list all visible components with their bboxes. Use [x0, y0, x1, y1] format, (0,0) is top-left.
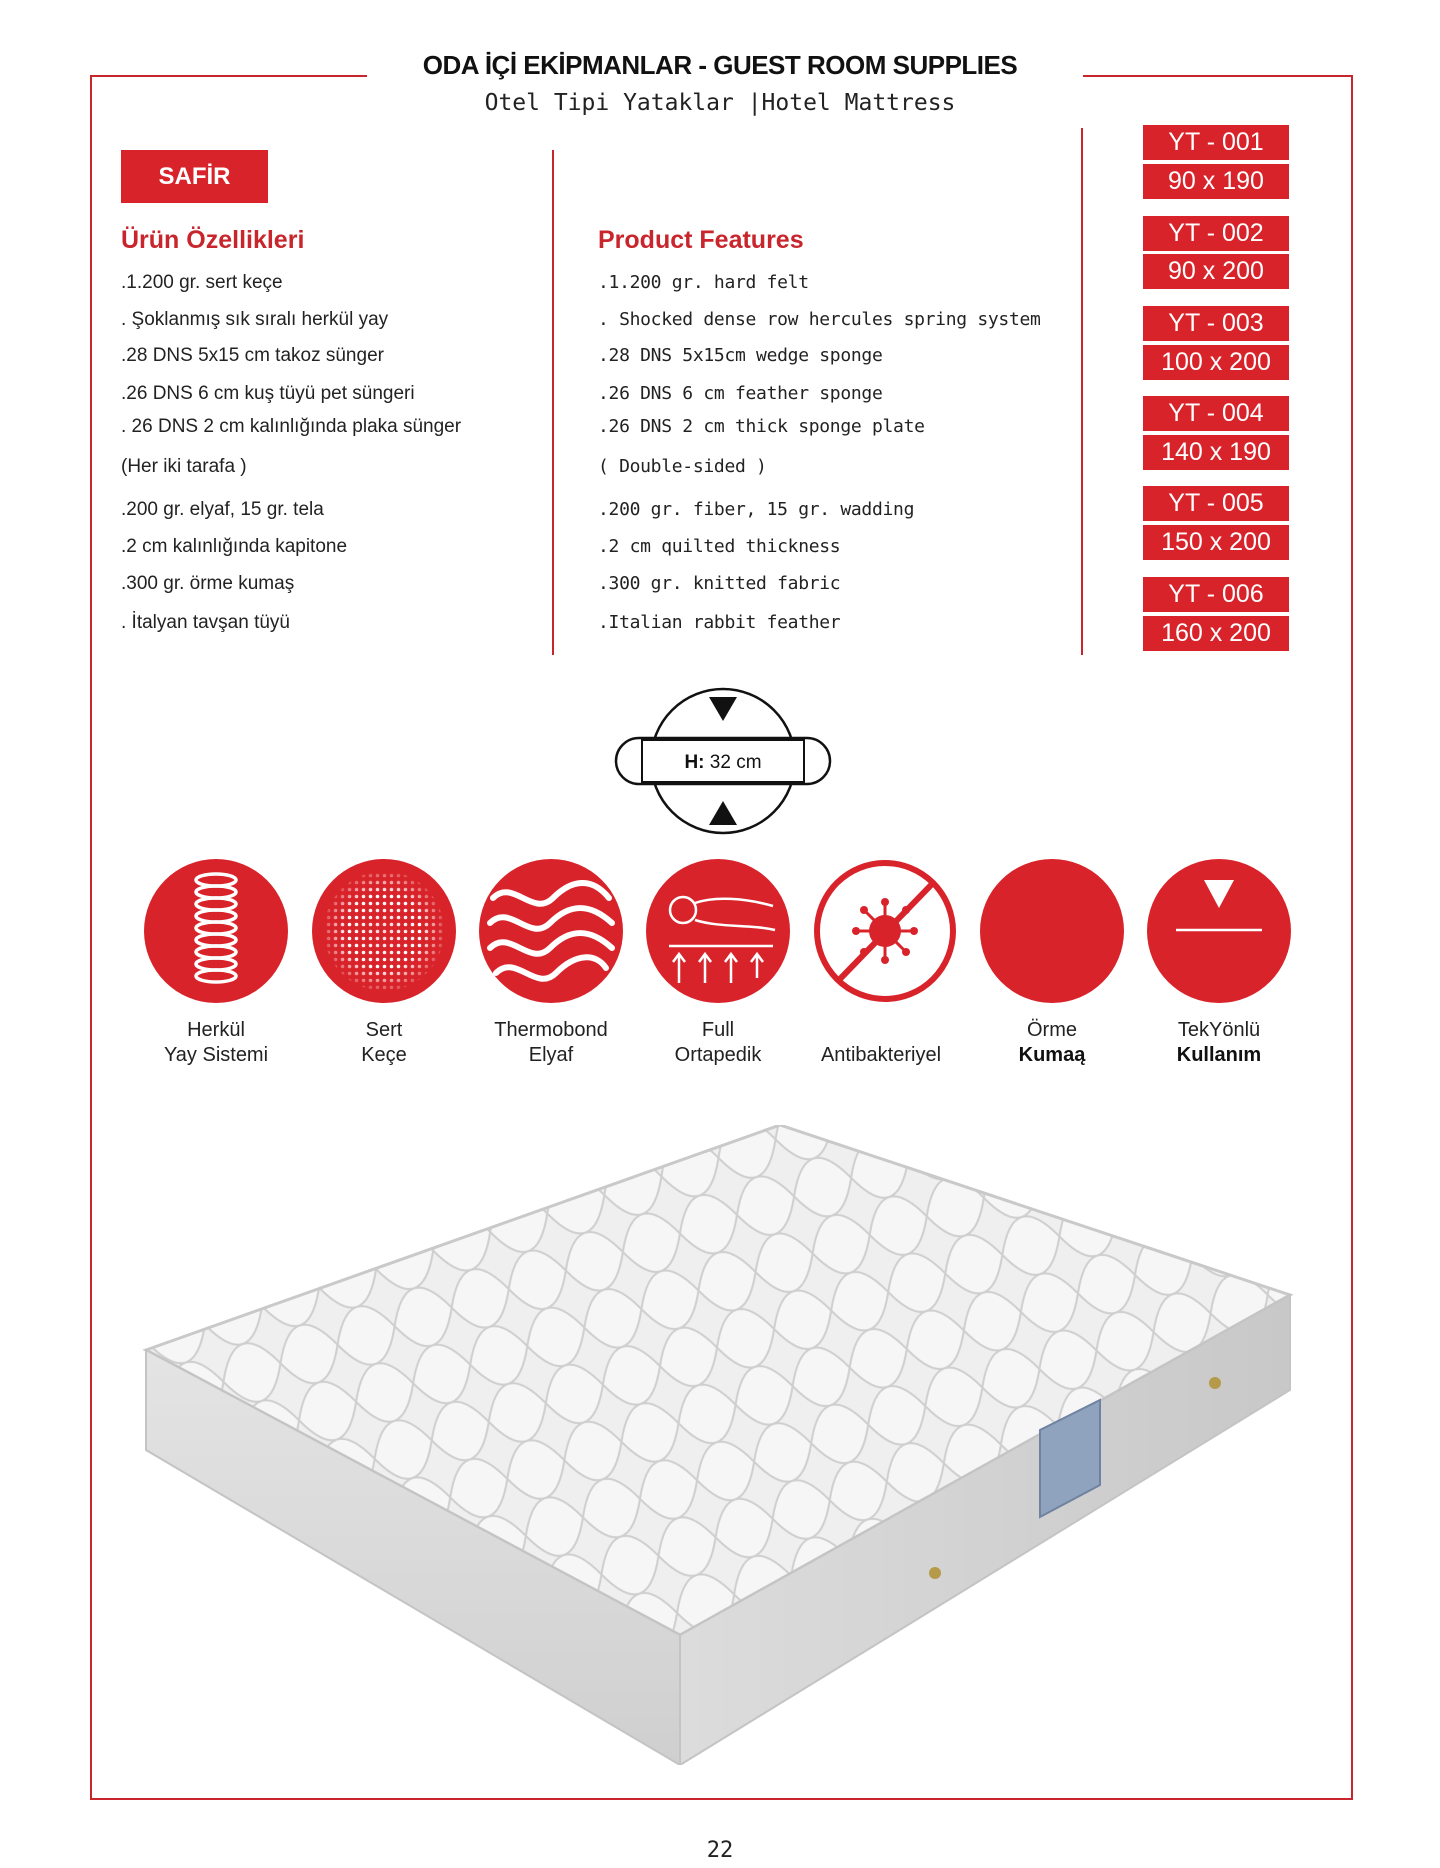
svg-text:H: 32 cm [684, 752, 761, 773]
list-item: . İtalyan tavşan tüyü [121, 612, 290, 633]
page-subtitle: Otel Tipi Yataklar |Hotel Mattress [484, 90, 956, 116]
orthopedic-body-icon [645, 858, 791, 1004]
list-item: .200 gr. elyaf, 15 gr. tela [121, 499, 324, 520]
variant-size: 100 x 200 [1143, 345, 1289, 380]
arrow-down-icon [709, 697, 737, 721]
felt-dots-icon [311, 858, 457, 1004]
list-item: .200 gr. fiber, 15 gr. wadding [598, 499, 915, 520]
list-item: .1.200 gr. sert keçe [121, 272, 283, 293]
list-item: .2 cm kalınlığında kapitone [121, 536, 348, 557]
list-item: .26 DNS 6 cm feather sponge [598, 383, 883, 404]
height-diagram [612, 683, 834, 839]
feature-label-fiber: Thermobond Elyaf [494, 1019, 608, 1066]
feature-label-one-sided: TekYönlü Kullanım [1176, 1019, 1262, 1066]
list-item: . 26 DNS 2 cm kalınlığında plaka sünger [121, 416, 462, 437]
variant-size: 140 x 190 [1143, 435, 1289, 470]
frame-left [90, 75, 92, 1800]
list-item: .300 gr. knitted fabric [598, 573, 841, 594]
column-divider-2 [1081, 128, 1083, 655]
variant-size: 90 x 190 [1143, 164, 1289, 199]
frame-bottom [90, 1798, 1353, 1800]
list-item: .1.200 gr. hard felt [598, 272, 809, 293]
list-item: .300 gr. örme kumaş [121, 573, 295, 594]
list-item: .28 DNS 5x15cm wedge sponge [598, 345, 883, 366]
fiber-waves-icon [478, 858, 624, 1004]
list-item: . Shocked dense row hercules spring system [598, 309, 1041, 330]
feature-label-knit: Örme Kumaą [1018, 1019, 1086, 1066]
list-item: .26 DNS 2 cm thick sponge plate [598, 416, 925, 437]
list-item: .2 cm quilted thickness [598, 536, 841, 557]
feature-label-felt: Sert Keçe [361, 1019, 407, 1066]
variant-size: 160 x 200 [1143, 616, 1289, 651]
variant-code: YT - 005 [1143, 486, 1289, 521]
antibacterial-icon [812, 858, 958, 1004]
features-en-list [598, 272, 1068, 652]
list-item: ( Double-sided ) [598, 456, 767, 477]
list-item: .26 DNS 6 cm kuş tüyü pet süngeri [121, 383, 415, 404]
list-item: (Her iki tarafa ) [121, 456, 247, 477]
variant-code: YT - 003 [1143, 306, 1289, 341]
features-tr-heading: Ürün Özellikleri [121, 226, 305, 254]
height-value: 32 cm [709, 752, 762, 773]
list-item: . Şoklanmış sık sıralı herkül yay [121, 309, 389, 330]
knit-fabric-icon [979, 858, 1125, 1004]
mattress-image [140, 1125, 1300, 1765]
list-item: .28 DNS 5x15 cm takoz sünger [121, 345, 384, 366]
column-divider-1 [552, 150, 554, 655]
spring-coil-icon [143, 858, 289, 1004]
variant-code: YT - 001 [1143, 125, 1289, 160]
one-sided-icon [1146, 858, 1292, 1004]
variant-code: YT - 006 [1143, 577, 1289, 612]
feature-label-antibacterial: Antibakteriyel [820, 1044, 942, 1066]
variant-code: YT - 002 [1143, 216, 1289, 251]
features-tr-list [121, 272, 541, 652]
height-label: H: [684, 752, 705, 773]
page-number: 22 [706, 1838, 734, 1863]
list-item: .Italian rabbit feather [598, 612, 841, 633]
arrow-up-icon [709, 801, 737, 825]
feature-label-spring: Herkül Yay Sistemi [163, 1019, 269, 1066]
feature-label-orthopedic: Full Ortapedik [674, 1019, 762, 1066]
frame-right [1351, 75, 1353, 1800]
product-name-badge: SAFİR [121, 150, 268, 203]
variant-size: 150 x 200 [1143, 525, 1289, 560]
features-en-heading: Product Features [598, 226, 804, 254]
variant-code: YT - 004 [1143, 396, 1289, 431]
page-title: ODA İÇİ EKİPMANLAR - GUEST ROOM SUPPLIES [422, 50, 1018, 80]
variant-size: 90 x 200 [1143, 254, 1289, 289]
